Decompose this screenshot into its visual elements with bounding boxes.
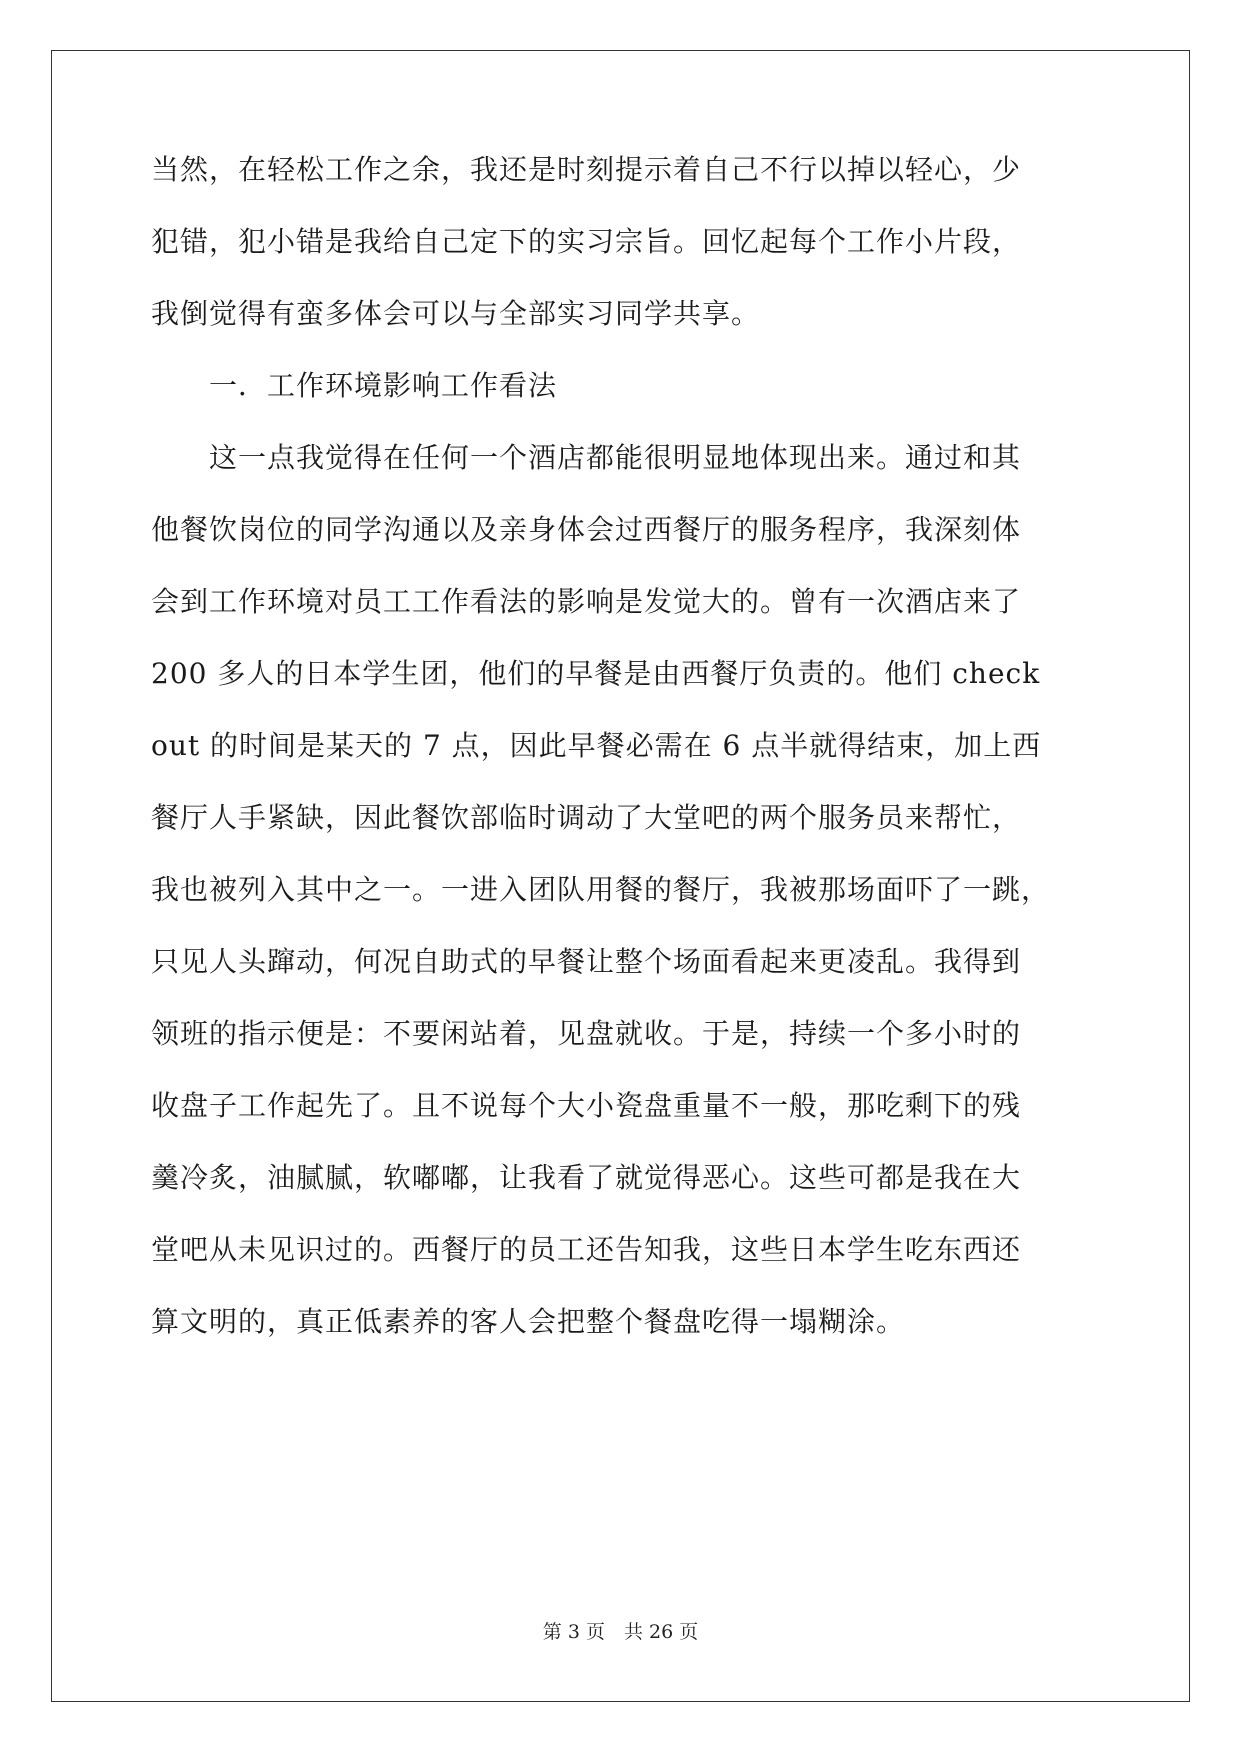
paragraph-line: 羹冷炙，油腻腻，软嘟嘟，让我看了就觉得恶心。这些可都是我在大 (151, 1161, 1022, 1194)
page-number: 第 3 页 共 26 页 (542, 1621, 699, 1643)
paragraph-line: 收盘子工作起先了。且不说每个大小瓷盘重量不一般，那吃剩下的残 (151, 1089, 1022, 1122)
paragraph-line: 堂吧从未见识过的。西餐厅的员工还告知我，这些日本学生吃东西还 (151, 1233, 1022, 1266)
paragraph-line: 算文明的，真正低素养的客人会把整个餐盘吃得一塌糊涂。 (151, 1305, 906, 1338)
paragraph-line: out 的时间是某天的 7 点，因此早餐必需在 6 点半就得结束，加上西 (151, 729, 1042, 762)
paragraph-line: 我也被列入其中之一。一进入团队用餐的餐厅，我被那场面吓了一跳， (151, 873, 1051, 906)
paragraph-line: 领班的指示便是：不要闲站着，见盘就收。于是，持续一个多小时的 (151, 1017, 1022, 1050)
paragraph-line: 餐厅人手紧缺，因此餐饮部临时调动了大堂吧的两个服务员来帮忙， (151, 801, 1022, 834)
paragraph-line: 会到工作环境对员工工作看法的影响是发觉大的。曾有一次酒店来了 (151, 585, 1022, 618)
paragraph-line: 只见人头蹿动，何况自助式的早餐让整个场面看起来更凌乱。我得到 (151, 945, 1022, 978)
paragraph-line: 犯错，犯小错是我给自己定下的实习宗旨。回忆起每个工作小片段， (151, 225, 1022, 258)
paragraph-line: 200 多人的日本学生团，他们的早餐是由西餐厅负责的。他们 check (151, 657, 1041, 690)
paragraph-line: 这一点我觉得在任何一个酒店都能很明显地体现出来。通过和其 (209, 441, 1022, 474)
paragraph-line: 当然，在轻松工作之余，我还是时刻提示着自己不行以掉以轻心，少 (151, 153, 1022, 186)
section-heading: 一．工作环境影响工作看法 (209, 369, 558, 402)
paragraph-line: 他餐饮岗位的同学沟通以及亲身体会过西餐厅的服务程序，我深刻体 (151, 513, 1022, 546)
paragraph-line: 我倒觉得有蛮多体会可以与全部实习同学共享。 (151, 297, 761, 330)
